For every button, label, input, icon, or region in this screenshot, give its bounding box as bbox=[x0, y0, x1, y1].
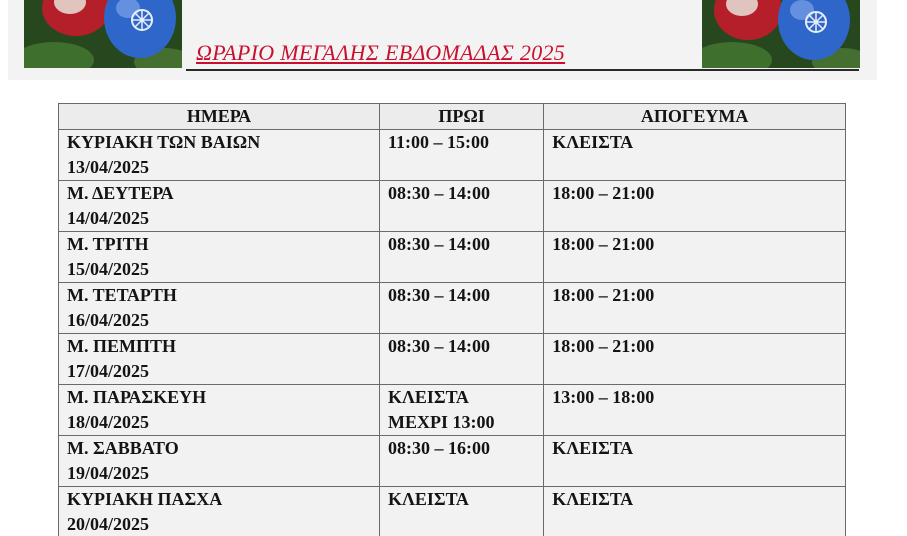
day-date: 14/04/2025 bbox=[67, 208, 150, 228]
morning-hours: 08:30 – 14:00 bbox=[387, 183, 490, 203]
morning-cell bbox=[379, 385, 543, 436]
afternoon-cell bbox=[544, 436, 846, 487]
morning-cell bbox=[379, 334, 543, 385]
afternoon-hours: 18:00 – 21:00 bbox=[552, 285, 655, 305]
morning-cell bbox=[379, 436, 543, 487]
day-date: 19/04/2025 bbox=[67, 463, 150, 483]
table-row bbox=[59, 487, 846, 536]
morning-hours: ΚΛΕΙΣΤΑ bbox=[387, 489, 469, 509]
morning-hours-note: ΜΕΧΡΙ 13:00 bbox=[387, 412, 495, 432]
table-row bbox=[59, 385, 846, 436]
afternoon-hours: ΚΛΕΙΣΤΑ bbox=[552, 489, 634, 509]
afternoon-hours: 18:00 – 21:00 bbox=[552, 234, 655, 254]
table-header-row bbox=[59, 104, 846, 130]
morning-hours: 08:30 – 14:00 bbox=[387, 285, 490, 305]
afternoon-hours: 18:00 – 21:00 bbox=[552, 336, 655, 356]
day-name: ΚΥΡΙΑΚΗ ΤΩΝ ΒΑΙΩΝ bbox=[67, 132, 261, 152]
day-date: 16/04/2025 bbox=[67, 310, 150, 330]
morning-cell bbox=[379, 487, 543, 536]
day-name: Μ. ΠΑΡΑΣΚΕΥΗ bbox=[67, 387, 207, 407]
day-date: 17/04/2025 bbox=[67, 361, 150, 381]
afternoon-cell bbox=[544, 181, 846, 232]
day-cell bbox=[59, 334, 380, 385]
holy-week-schedule-table bbox=[58, 103, 846, 536]
day-cell bbox=[59, 487, 380, 536]
day-cell bbox=[59, 181, 380, 232]
afternoon-cell bbox=[544, 487, 846, 536]
header-day: ΗΜΕΡΑ bbox=[59, 104, 380, 130]
day-name: Μ. ΤΡΙΤΗ bbox=[67, 234, 149, 254]
morning-cell bbox=[379, 283, 543, 334]
table-row bbox=[59, 283, 846, 334]
table-row bbox=[59, 130, 846, 181]
header-afternoon: ΑΠΟΓΕΥΜΑ bbox=[544, 104, 846, 130]
day-name: ΚΥΡΙΑΚΗ ΠΑΣΧΑ bbox=[67, 489, 223, 509]
table-row bbox=[59, 181, 846, 232]
morning-hours: 08:30 – 14:00 bbox=[387, 336, 490, 356]
day-name: Μ. ΔΕΥΤΕΡΑ bbox=[67, 183, 174, 203]
table-row bbox=[59, 436, 846, 487]
morning-hours: 11:00 – 15:00 bbox=[387, 132, 489, 152]
day-cell bbox=[59, 283, 380, 334]
afternoon-cell bbox=[544, 334, 846, 385]
day-name: Μ. ΠΕΜΠΤΗ bbox=[67, 336, 176, 356]
morning-cell bbox=[379, 130, 543, 181]
afternoon-hours: 18:00 – 21:00 bbox=[552, 183, 655, 203]
day-date: 18/04/2025 bbox=[67, 412, 150, 432]
header-morning: ΠΡΩΙ bbox=[379, 104, 543, 130]
morning-cell bbox=[379, 232, 543, 283]
table-row bbox=[59, 334, 846, 385]
day-name: Μ. ΤΕΤΑΡΤΗ bbox=[67, 285, 177, 305]
day-cell bbox=[59, 436, 380, 487]
day-cell bbox=[59, 130, 380, 181]
title-divider bbox=[186, 69, 859, 71]
day-cell bbox=[59, 232, 380, 283]
afternoon-hours: ΚΛΕΙΣΤΑ bbox=[552, 438, 634, 458]
day-date: 13/04/2025 bbox=[67, 157, 150, 177]
morning-cell bbox=[379, 181, 543, 232]
morning-hours: 08:30 – 16:00 bbox=[387, 438, 490, 458]
morning-hours: ΚΛΕΙΣΤΑ bbox=[387, 387, 469, 407]
afternoon-cell bbox=[544, 232, 846, 283]
afternoon-cell bbox=[544, 130, 846, 181]
afternoon-hours: ΚΛΕΙΣΤΑ bbox=[552, 132, 634, 152]
easter-eggs-image-left bbox=[24, 0, 182, 68]
afternoon-cell bbox=[544, 385, 846, 436]
easter-eggs-image-right bbox=[702, 0, 860, 68]
table-row bbox=[59, 232, 846, 283]
morning-hours: 08:30 – 14:00 bbox=[387, 234, 490, 254]
afternoon-cell bbox=[544, 283, 846, 334]
afternoon-hours: 13:00 – 18:00 bbox=[552, 387, 655, 407]
day-cell bbox=[59, 385, 380, 436]
day-date: 15/04/2025 bbox=[67, 259, 150, 279]
page-title: ΩΡΑΡΙΟ ΜΕΓΑΛΗΣ ΕΒΔΟΜΑΔΑΣ 2025 bbox=[196, 40, 566, 65]
day-name: Μ. ΣΑΒΒΑΤΟ bbox=[67, 438, 179, 458]
day-date: 20/04/2025 bbox=[67, 514, 150, 534]
